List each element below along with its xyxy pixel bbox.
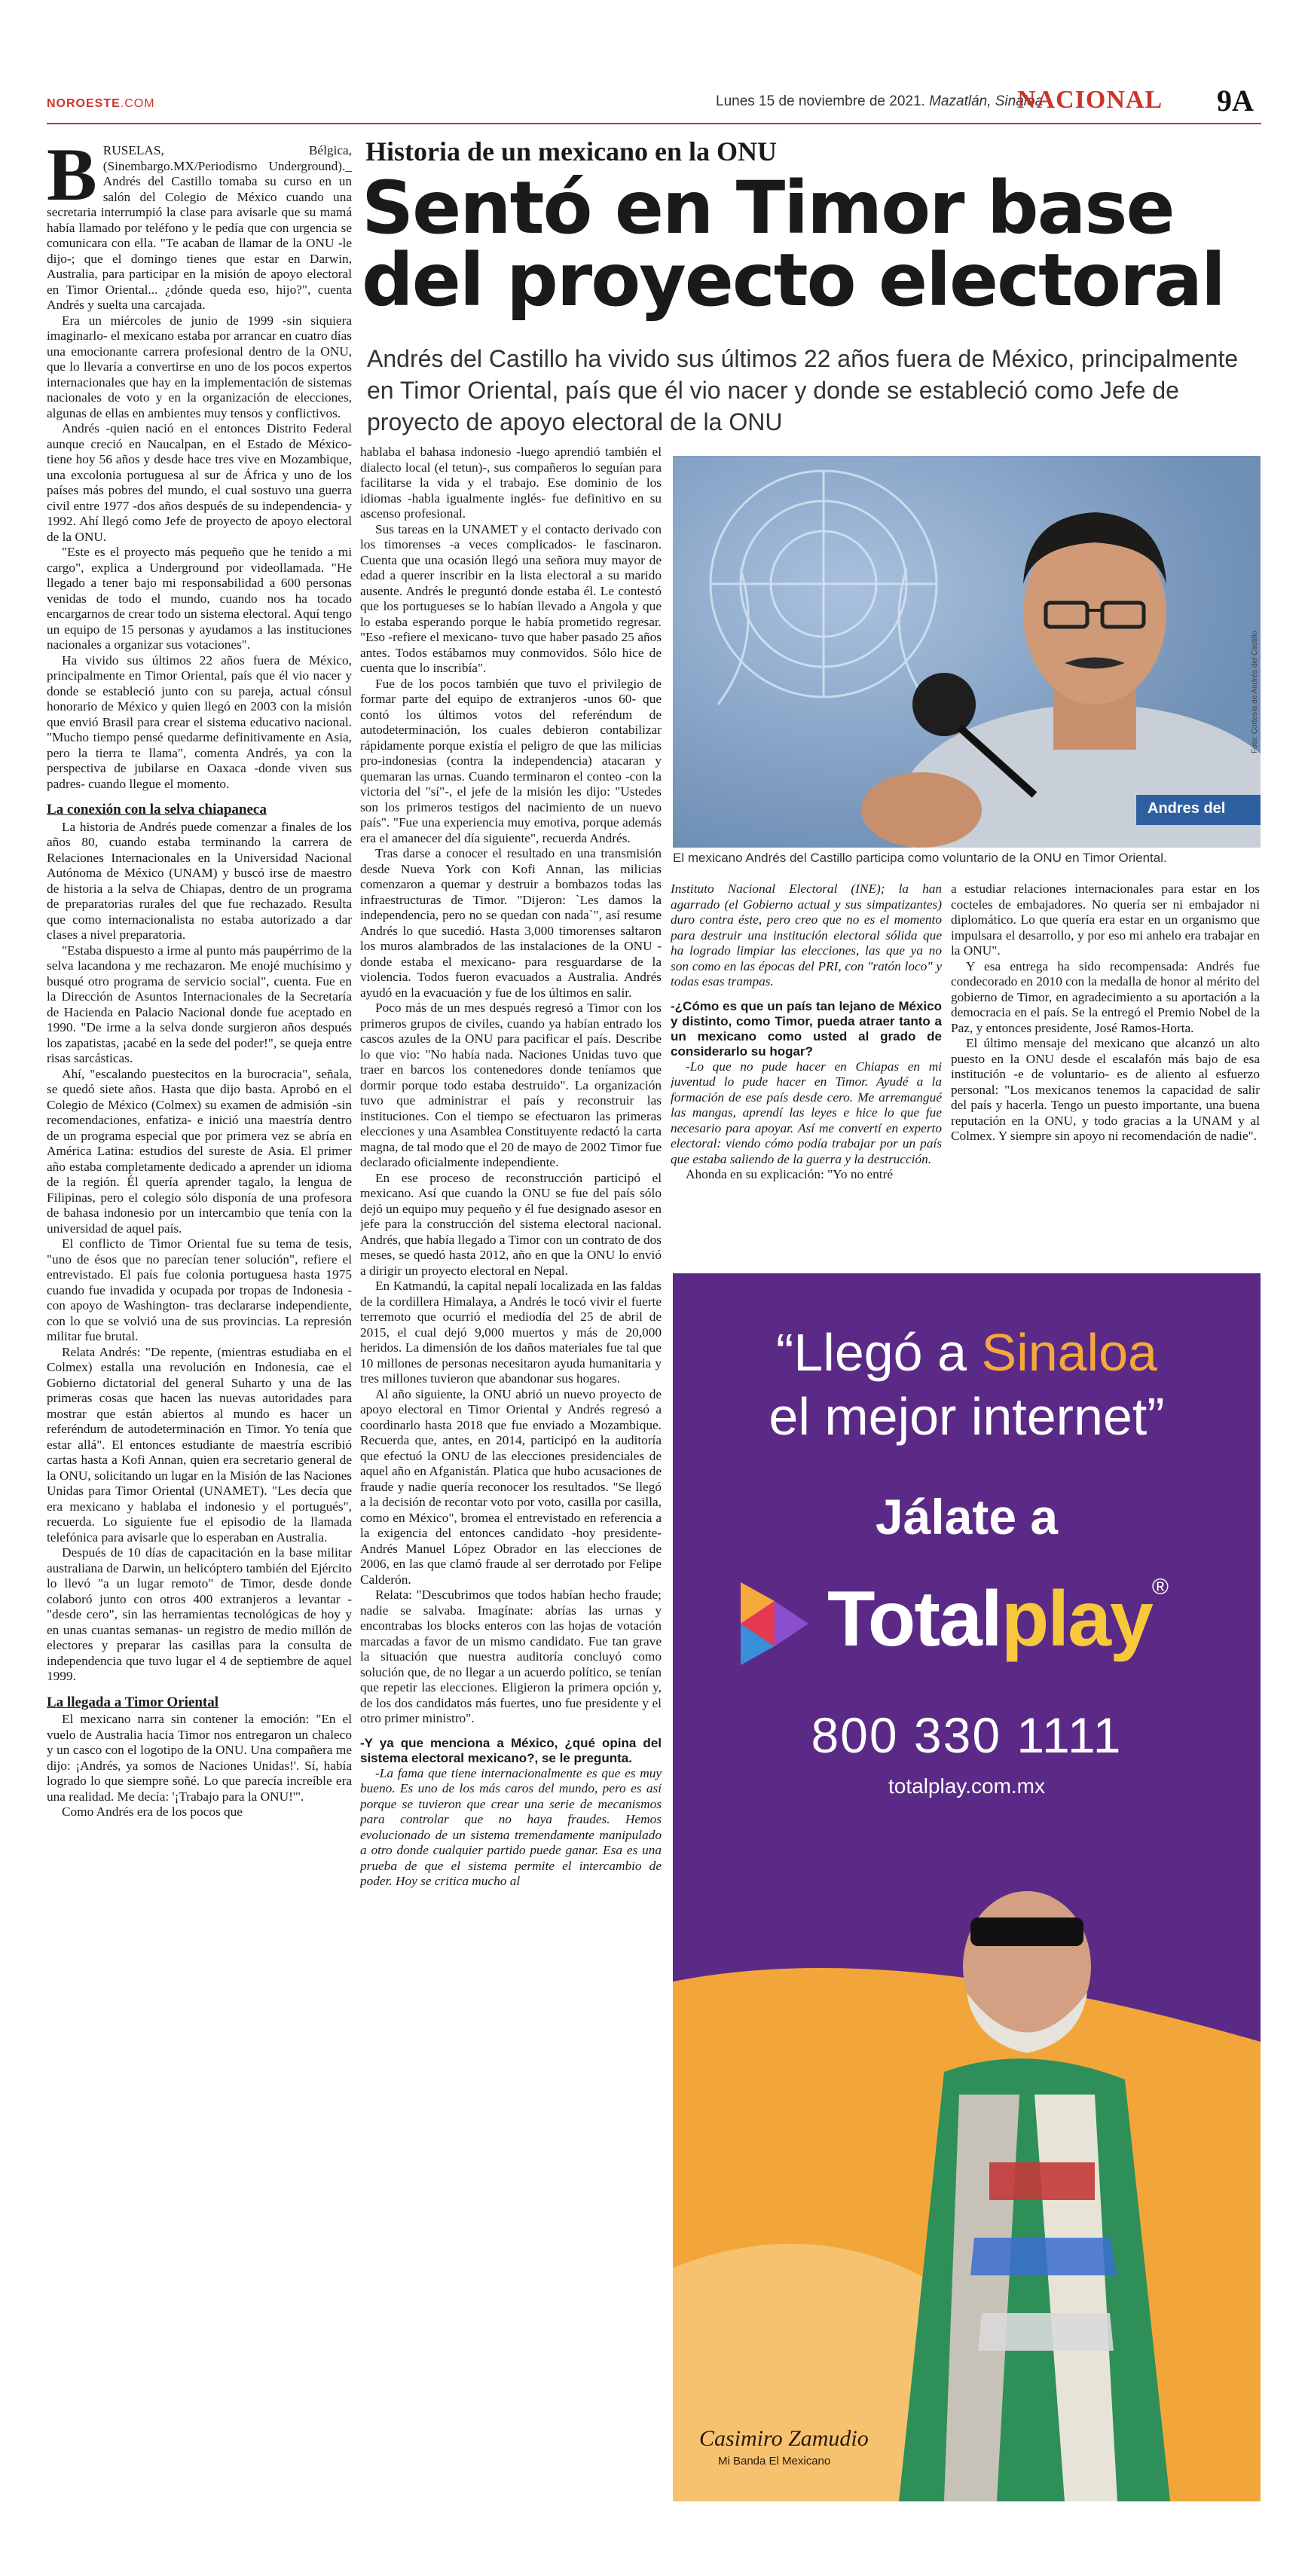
totalplay-advertisement[interactable] (673, 1273, 1261, 2501)
section-name: NACIONAL (1017, 86, 1163, 114)
place-text: Mazatlán, Sinaloa (929, 93, 1044, 109)
paragraph: La historia de Andrés puede comenzar a finales de los años 80, cuando estaba terminando la carrera de Relaciones Internacionales en la Universidad Nacional Autónoma de México (UNAM) y buscó irse de maestro de historia a la selva de Chiapas, dentro de un programa de preparatorias rurales del que fue rechazado. Resulta que como internacionalista no estaba autorizado a dar clases a nivel preparatoria. (47, 819, 352, 942)
paragraph: a estudiar relaciones internacionales para estar en los cocteles de embajadores. No quería ser ni embajador ni diplomático. Lo que quería era estar en un organismo que impulsara el desarrollo, y por eso mi anhelo era trabajar en la ONU". (951, 882, 1260, 958)
paragraph: Era un miércoles de junio de 1999 -sin siquiera imaginarlo- el mexicano estaba por arrancar en cuatro días una emocionante carrera profesional dentro de la ONU, que lo llevaría a convertirse en uno de los pocos expertos internacionales que hay en la implementación de sistemas nacionales de voto y en la organización de elecciones, algunas de ellas en ambientes muy tensos y conflictivos. (47, 313, 352, 420)
article-photo (673, 456, 1261, 848)
paragraph: Relata: "Descubrimos que todos habían hecho fraude; nadie se salvaba. Imagínate: abrías las urnas y encontrabas los blocks enteros con las hojas de votación marcadas a favor de un mismo candidato. Fue tan grave la situación que nuestra auditoría concluyó como solución que, de no llegar a un acuerdo político, se tenían que repetir las elecciones. Eligieron la primera opción y, de los dos candidatos más fuertes, uno fue presidente y el otro primer ministro". (360, 1587, 662, 1725)
interview-question: -Y ya que menciona a México, ¿qué opina del sistema electoral mexicano?, se le pregunta. (360, 1735, 662, 1765)
article-kicker: Historia de un mexicano en la ONU (365, 136, 777, 167)
brand-name: NOROESTE (47, 97, 121, 110)
paragraph: En Katmandú, la capital nepalí localizada en las faldas de la cordillera Himalaya, a Andrés le tocó vivir el fuerte terremoto que ocurrió el mediodía del 25 de abril de 2015, el cual dejó 9,000 muertos y más de 20,000 heridos. La dimensión de los daños materiales fue tal que 10 millones de personas necesitaron ayuda humanitaria y tres millones tuvieron que abandonar sus hogares. (360, 1279, 662, 1386)
paragraph: El último mensaje del mexicano que alcanzó un alto puesto en la ONU desde el escalafón más bajo de esa institución -e de voluntario- es de aliento al esfuerzo personal: "Los mexicanos tenemos la capacidad de salir del país y hacerla. Tengo un puesto importante, una buena reputación en la ONU, y todo gracias a la UNAM y al Colmex. Y siempre sin apoyo ni recomendación de nadie". (951, 1036, 1260, 1143)
drop-cap: B (47, 143, 97, 216)
paragraph: Poco más de un mes después regresó a Timor con los primeros grupos de civiles, cuando ya habían entrado los cascos azules de la ONU para pacificar el país. Describe lo que vio: "No había nada. Naciones Unidas tuvo que traer en barcos los contenedores donde teníamos que dormir porque todo estaba destruido". La organización tuvo que administrar el país y reconstruir las instituciones. Con el tiempo se efectuaron las primeras elecciones y una Asamblea Constituyente redactó la carta magna, de tal modo que el 20 de mayo de 2002 Timor fue declarado oficialmente independiente. (360, 1001, 662, 1169)
ad-artwork (673, 1846, 1261, 2501)
paragraph: El conflicto de Timor Oriental fue su tema de tesis, "uno de ésos que no parecían tener solución", refiere el entrevistado. El país fue colonia portuguesa hasta 1975 cuando fue invadida y ocupada por tropas de Indonesia -con apoyo de Washington- tras declararse independiente, con lo que se volvió una de sus provincias. La represión militar fue brutal. (47, 1236, 352, 1343)
photo-nameplate: Andres del (1148, 800, 1226, 817)
ad-signature-sub: Mi Banda El Mexicano (718, 2455, 831, 2468)
paragraph: Andrés -quien nació en el entonces Distrito Federal aunque creció en Naucalpan, en el Estado de México- tiene hoy 56 años y desde hace tres vive en Mozambique, una excolonia portuguesa al sur de África y uno de los países más pobres del mundo, el cual sostuvo una guerra civil entre 1977 -dos años después de su independencia- y 1992. Ahí llegó como Jefe de proyecto de apoyo electoral de la ONU. (47, 421, 352, 544)
paragraph: Tras darse a conocer el resultado en una transmisión desde Nueva York con Kofi Annan, las milicias comenzaron a quemar y destruir a bombazos todas las infraestructuras de Timor. "Dijeron: `Les damos la independencia, pero no se quedan con nada`", así resume Andrés lo que sucedió. Hasta 3,000 timorenses saltaron los muros alambrados de las instalaciones de la ONU -donde estaba el mexicano- para resguardarse de la violencia. Todos fueron evacuados a Australia. Andrés ayudó en la evacuación y fue de los últimos en salir. (360, 846, 662, 1000)
paragraph: Al año siguiente, la ONU abrió un nuevo proyecto de apoyo electoral en Timor Oriental y Andrés regresó a coordinarlo hasta 2018 que fue enviado a Mozambique. Recuerda que, antes, en 2014, participó en la auditoría que efectuó la ONU de las elecciones presidenciales de aquel año en Afganistán. Platica que hubo acusaciones de fraude y nadie quería reconocer los resultados. "Se llegó a la decisión de recontar voto por voto, casilla por casilla, como en México", bromea el entrevistado en referencia a la exigencia del entonces candidato -hoy presidente- Andrés Manuel López Obrador en las elecciones de 2006, en las que clamó fraude al ser derrotado por Felipe Calderón. (360, 1386, 662, 1587)
page-number: 9A (1217, 84, 1254, 118)
lead-paragraph: BRUSELAS, Bélgica, (Sinembargo.MX/Periodismo Underground)._ Andrés del Castillo tomaba su curso en un salón del Colegio de México cuando una secretaria interrumpió la clase para avisarle que su mamá había llamado por teléfono y le pedía que con urgencia se comunicara con ella. "Te acaban de llamar de la ONU -le dijo-; que el domingo tienes que estar en Darwin, Australia, para participar en la misión de apoyo electoral en Timor Oriental... ¿dónde queda eso, hijo?", cuenta Andrés y suelta una carcajada. (47, 143, 352, 312)
paragraph: Ha vivido sus últimos 22 años fuera de México, principalmente en Timor Oriental, país que él vio nacer y donde se estableció junto con su pareja, actual cónsul honorario de México y quien llegó en 2003 con la misión que envió Brasil para crear el sistema educativo nacional. "Mucho tiempo pensé quedarme definitivamente en Asia, pero la tierra te llama", comenta Andrés, ya con la perspectiva de jubilarse en Oaxaca -donde viven sus padres- cuando llegue el momento. (47, 652, 352, 791)
ad-headline-line1: “Llegó a Sinaloa (776, 1323, 1157, 1382)
ad-callout: Jálate a (875, 1489, 1059, 1545)
photo-illustration (673, 456, 1261, 848)
photo-caption: El mexicano Andrés del Castillo participa como voluntario de la ONU en Timor Oriental. (673, 851, 1167, 865)
paragraph: Fue de los pocos también que tuvo el privilegio de formar parte del equipo de extranjeros -unos 60- que contó los últimos votos del referéndum de autodeterminación, los cuales debieron contabilizar rápidamente porque existía el peligro de que las milicias pro-indonesias (contra la independencia) atacaran y quemaran las urnas. Cuando terminaron el conteo -con la victoria del "sí"-, el jefe de la misión les dijo: "Ustedes son los primeros testigos del nacimiento de un nuevo país". "Fue una experiencia muy emotiva, porque además era el amanecer del día siguiente", recuerda Andrés. (360, 676, 662, 845)
masthead-rule (47, 123, 1261, 124)
article-headline: Sentó en Timor base del proyecto electoral (362, 166, 1224, 322)
paragraph: "Estaba dispuesto a irme al punto más paupérrimo de la selva lacandona y me rechazaron. Me enojé muchísimo y busqué otro programa de servicio social", cuenta. Fue en la Dirección de Asuntos Internacionales de la Secretaría de Hacienda en Palacio Nacional donde fue aceptado en 1990. "De irme a la selva donde surgieron años después los zapatistas, ¡acabé en la sede del poder!", se queja entre risas sarcásticas. (47, 943, 352, 1065)
paragraph: Sus tareas en la UNAMET y el contacto derivado con los timorenses -a veces complicados- le fascinaron. Cuenta que una ocasión llegó una señora muy mayor de edad a querer inscribir en la lista electoral a su marido ausente. Andrés le preguntó donde estaba él. Le contestó que los portugueses se lo habían llevado a Angola y que lo estaba esperando porque le había prometido regresar. "Eso -refiere el mexicano- tuvo que haber pasado 25 años antes. Todos estábamos muy conmovidos. Sólo hice de cuenta que lo inscribía". (360, 521, 662, 675)
interview-answer: -Lo que no pude hacer en Chiapas en mi juventud lo pude hacer en Timor. Ayudé a la formación de ese país desde cero. Me arremangué las mangas, aprendí las leyes e hice lo que fue necesario para apoyar. Así me convertí en experto electoral: viendo cómo podía trabajar por un país que estaba saliendo de la guerra y la destrucción. (671, 1059, 942, 1166)
masthead-brand[interactable] (47, 97, 155, 111)
paragraph: Ahí, "escalando puestecitos en la burocracia", señala, se quedó siete años. Hasta que dijo basta. Aprobó en el Colegio de México (Colmex) su examen de admisión -sin recomendaciones, enfatiza- e inició una maestría dentro de un programa especial que por primera vez se abría en América Latina: estudios del sureste de Asia. El primer año estaba completamente dedicado a aprender un idioma de la región. Él quería aprender tagalo, la lengua de Filipinas, pero el colegio sólo disponía de una profesora de bahasa indonesio por un intercambio que tenía con la universidad de aquel país. (47, 1066, 352, 1236)
paragraph: Ahonda en su explicación: "Yo no entré (686, 1167, 894, 1181)
article-column-1 (47, 143, 352, 2501)
paragraph: Como Andrés era de los pocos que (62, 1804, 243, 1819)
ad-phone[interactable]: 800 330 1111 (811, 1707, 1123, 1763)
interview-question: -¿Cómo es que un país tan lejano de México y distinto, como Timor, pueda atraer tanto a un mexicano como usted al grado de considerarlo su hogar? (671, 998, 942, 1059)
paragraph: En ese proceso de reconstrucción participó el mexicano. Así que cuando la ONU se fue del país sólo dejó un equipo muy pequeño y él fue designado asesor en jefe para la construcción del sistema electoral nacional. Andrés, que había llegado a Timor con un contrato de dos meses, se quedó hasta 2012, año en que la ONU lo envió a dirigir un proyecto electoral en Nepal. (360, 1170, 662, 1278)
subheading-timor: La llegada a Timor Oriental (47, 1694, 219, 1710)
paragraph: Después de 10 días de capacitación en la base militar australiana de Darwin, un helicóptero también del Ejército lo llevó "a un lugar remoto" de Timor, desde donde colaboró junto con otros 400 extranjeros a levantar -"desde cero", sin las herramientas tecnológicas de hoy y en unas cuantas semanas- un registro de medio millón de electores y preparar las casillas para la consulta de independencia que tuvo lugar el 4 de septiembre de aquel 1999. (47, 1545, 352, 1683)
totalplay-logo-icon (741, 1582, 816, 1665)
article-column-2 (360, 445, 662, 2509)
paragraph: "Este es el proyecto más pequeño que he tenido a mi cargo", explica a Underground por videollamada. "He llegado a tener bajo mi responsabilidad a 600 personas venidas de todo el mundo, cuando nos ha tocado encargarnos de crear todo un sistema electoral. Aquí tengo un equipo de 15 personas y ayudamos a las instituciones nacionales a organizar sus votaciones". (47, 545, 352, 652)
masthead-date (716, 93, 1043, 110)
photo-credit: Foto: Cortesía de Andrés del Castillo (1251, 631, 1259, 753)
date-text: Lunes 15 de noviembre de 2021. (716, 93, 925, 109)
article-column-3 (671, 882, 942, 1258)
article-column-4 (951, 882, 1260, 1258)
interview-answer: Instituto Nacional Electoral (INE); la han agarrado (el Gobierno actual y sus simpatizantes) duro contra éste, pero creo que no es el momento para destruir una institución electoral sólida que ha logrado limpiar las elecciones, las que ya no son como en las épocas del PRI, con "ratón loco" y todas esas trampas. (671, 882, 942, 989)
ad-signature: Casimiro Zamudio (699, 2426, 869, 2451)
subheading-chiapas: La conexión con la selva chiapaneca (47, 802, 267, 817)
paragraph: hablaba el bahasa indonesio -luego aprendió también el dialecto local (el tetun)-, sus compañeros lo seguían para facilitarse la vida y el trabajo. Ese dominio de los idiomas -habla igualmente inglés- fue definitivo en su ascenso profesional. (360, 445, 662, 521)
brand-suffix: .COM (120, 97, 155, 110)
totalplay-wordmark: Totalplay® (827, 1575, 1167, 1663)
ad-headline-line2: el mejor internet” (769, 1387, 1165, 1446)
paragraph: El mexicano narra sin contener la emoción: "En el vuelo de Australia hacia Timor nos entregaron un chaleco y un casco con el logotipo de la ONU. Una compañera me dijo: ¡Andrés, ya somos de Naciones Unidas!'. Sí, había logrado lo que siempre soñé. Lo que parecía increíble era una realidad. Me decía: '¡Trabajo para la ONU!'". (47, 1712, 352, 1804)
interview-answer: -La fama que tiene internacionalmente es que es muy bueno. Es uno de los más caros del mundo, pero es así porque se tuvieron que crear una serie de mecanismos para controlar que no haya fraudes. Hemos evolucionado de un sistema tremendamente manipulado a otro donde cualquier partido puede ganar. Esa es una prueba de que el sistema permite el intercambio de poder. Hoy se critica mucho al (360, 1765, 662, 1888)
ad-url[interactable]: totalplay.com.mx (888, 1774, 1045, 1798)
article-subhead: Andrés del Castillo ha vivido sus últimos 22 años fuera de México, principalmente en Timor Oriental, país que él vio nacer y donde se estableció como Jefe de proyecto de apoyo electoral de la ONU (367, 345, 1239, 435)
paragraph: Relata Andrés: "De repente, (mientras estudiaba en el Colmex) estalla una revolución en Indonesia, cae el Gobierno dictatorial del general Suharto y una de las primeras cosas que hacen las nuevas autoridades para mostrar que están abiertos al mundo es hacer un referéndum de autodeterminación en Timor. Yo tenía que estar allá". El entonces estudiante de maestría escribió cartas hasta a Kofi Annan, quien era secretario general de la ONU, solicitando un lugar en la Misión de las Naciones Unidas para Timor Oriental (UNAMET). "Les decía que era mexicano y hablaba el indonesio y el portugués", recuerda. Lo siguiente fue el episodio de la llamada telefónica para avisarle que lo esperaban en Australia. (47, 1344, 352, 1545)
paragraph: Y esa entrega ha sido recompensada: Andrés fue condecorado en 2010 con la medalla de honor al mérito del gobierno de Timor, en agradecimiento a su aportación a la democracia en el país. Se la entregó el Premio Nobel de la Paz, y entonces presidente, José Ramos-Horta. (951, 958, 1260, 1035)
